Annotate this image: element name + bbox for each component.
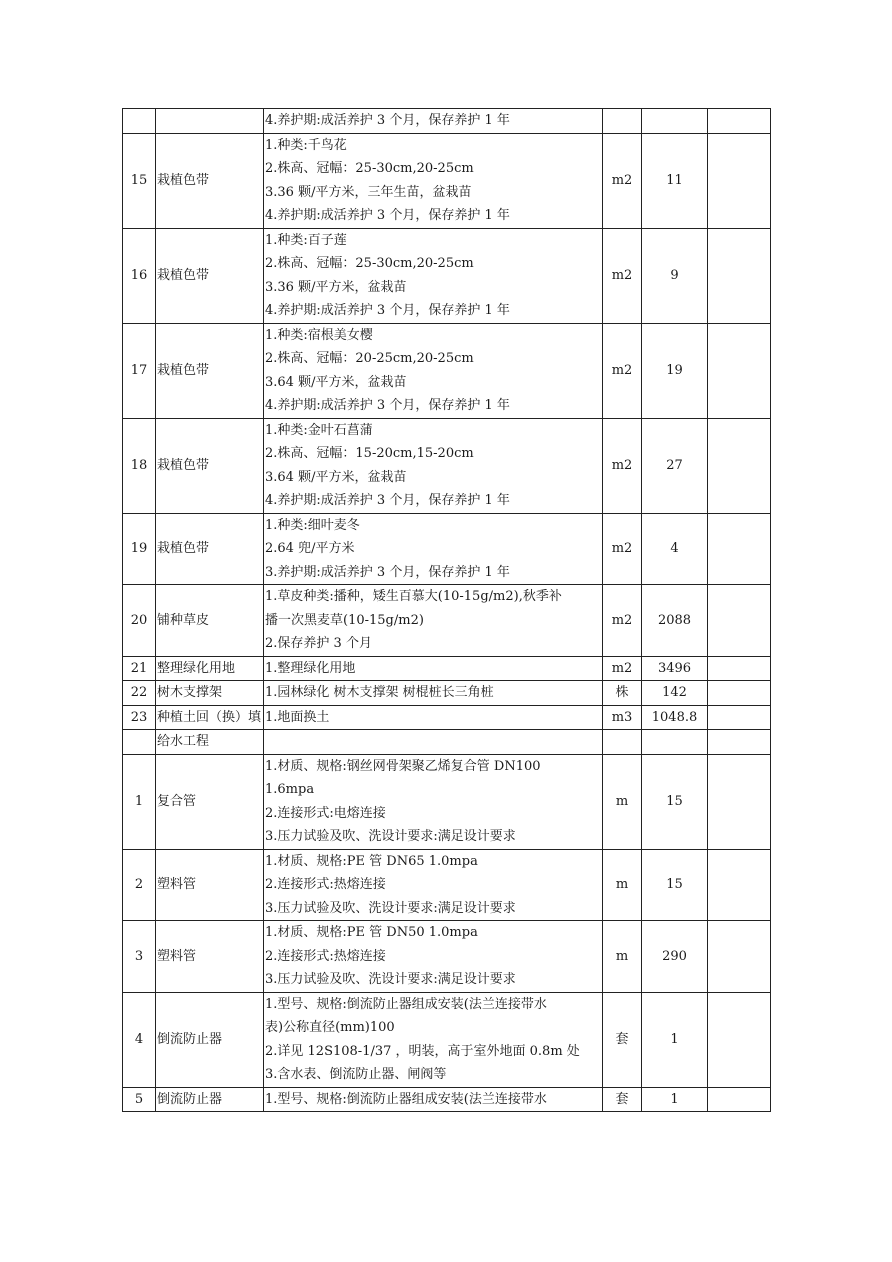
unit-cell: 套 [603, 992, 642, 1087]
quantity-cell: 19 [642, 323, 708, 418]
description-line: 3.含水表、倒流防止器、闸阀等 [265, 1067, 447, 1082]
feature-description-cell [264, 323, 603, 418]
description-line: 1.种类:宿根美女樱 [265, 327, 373, 343]
description-line: 2.连接形式:热熔连接 [265, 877, 386, 892]
bill-of-quantities-table [122, 108, 771, 1112]
feature-description-cell [264, 992, 603, 1087]
description-line: 3.养护期:成活养护 3 个月，保存养护 1 年 [265, 564, 510, 580]
feature-description-cell [264, 418, 603, 513]
row-number-cell: 19 [123, 513, 156, 585]
table-body [123, 109, 771, 1112]
description-line: 1.整理绿化用地 [265, 660, 356, 676]
quantity-cell [642, 109, 708, 134]
row-number-cell: 16 [123, 228, 156, 323]
unit-cell: m3 [603, 705, 642, 730]
description-line: 1.6mpa [265, 782, 315, 797]
row-number-cell: 3 [123, 921, 156, 993]
unit-cell: m2 [603, 133, 642, 228]
remark-cell [708, 1087, 771, 1112]
quantity-cell: 2088 [642, 585, 708, 657]
unit-cell: m2 [603, 513, 642, 585]
description-line: 4.养护期:成活养护 3 个月，保存养护 1 年 [265, 493, 510, 508]
unit-cell [603, 730, 642, 755]
unit-cell: m [603, 849, 642, 921]
row-number-cell: 23 [123, 705, 156, 730]
remark-cell [708, 849, 771, 921]
description-line: 1.园林绿化 树木支撑架 树棍桩长三角桩 [265, 685, 494, 700]
row-number-cell: 1 [123, 754, 156, 849]
description-line: 2.64 兜/平方米 [265, 541, 355, 556]
row-number-cell: 18 [123, 418, 156, 513]
table-row [123, 323, 771, 418]
unit-cell: 株 [603, 681, 642, 706]
row-number-cell [123, 109, 156, 134]
remark-cell [708, 228, 771, 323]
item-name-cell: 栽植色带 [156, 513, 264, 585]
row-number-cell: 17 [123, 323, 156, 418]
remark-cell [708, 681, 771, 706]
table-row [123, 730, 771, 755]
item-name-cell: 给水工程 [156, 730, 264, 755]
description-line: 1.材质、规格:PE 管 DN65 1.0mpa [265, 853, 478, 869]
feature-description-cell [264, 133, 603, 228]
feature-description-cell [264, 754, 603, 849]
remark-cell [708, 323, 771, 418]
item-name-cell: 复合管 [156, 754, 264, 849]
remark-cell [708, 656, 771, 681]
table-row [123, 992, 771, 1087]
description-line: 2.详见 12S108-1/37 ，明装，高于室外地面 0.8m 处 [265, 1043, 580, 1059]
unit-cell: 套 [603, 1087, 642, 1112]
feature-description-cell [264, 109, 603, 134]
description-line: 2.连接形式:热熔连接 [265, 948, 386, 964]
row-number-cell: 20 [123, 585, 156, 657]
table-row [123, 705, 771, 730]
table-row [123, 1087, 771, 1112]
description-line: 1.草皮种类:播种，矮生百慕大(10-15g/m2),秋季补 [265, 589, 562, 604]
feature-description-cell [264, 681, 603, 706]
item-name-cell: 倒流防止器 [156, 1087, 264, 1112]
unit-cell: m2 [603, 418, 642, 513]
unit-cell: m2 [603, 323, 642, 418]
feature-description-cell [264, 585, 603, 657]
row-number-cell: 15 [123, 133, 156, 228]
table-row [123, 656, 771, 681]
description-line: 2.株高、冠幅：20-25cm,20-25cm [265, 351, 474, 366]
quantity-cell: 1048.8 [642, 705, 708, 730]
feature-description-cell [264, 656, 603, 681]
feature-description-cell [264, 1087, 603, 1112]
description-line: 1.种类:千鸟花 [265, 137, 347, 153]
table-row [123, 133, 771, 228]
item-name-cell: 栽植色带 [156, 228, 264, 323]
quantity-cell: 15 [642, 754, 708, 849]
remark-cell [708, 992, 771, 1087]
feature-description-cell [264, 921, 603, 993]
row-number-cell: 4 [123, 992, 156, 1087]
item-name-cell: 塑料管 [156, 921, 264, 993]
unit-cell [603, 109, 642, 134]
description-line: 3.64 颗/平方米，盆栽苗 [265, 374, 407, 390]
item-name-cell [156, 109, 264, 134]
feature-description-cell [264, 513, 603, 585]
remark-cell [708, 133, 771, 228]
description-line: 2.保存养护 3 个月 [265, 636, 372, 651]
description-line: 3.压力试验及吹、洗设计要求:满足设计要求 [265, 900, 516, 916]
description-line: 1.材质、规格:钢丝网骨架聚乙烯复合管 DN100 [265, 758, 541, 774]
row-number-cell: 21 [123, 656, 156, 681]
remark-cell [708, 705, 771, 730]
description-line: 3.压力试验及吹、洗设计要求:满足设计要求 [265, 829, 516, 844]
description-line: 4.养护期:成活养护 3 个月，保存养护 1 年 [265, 303, 510, 318]
item-name-cell: 倒流防止器 [156, 992, 264, 1087]
quantity-cell: 3496 [642, 656, 708, 681]
unit-cell: m2 [603, 228, 642, 323]
table-row [123, 228, 771, 323]
remark-cell [708, 513, 771, 585]
unit-cell: m [603, 754, 642, 849]
remark-cell [708, 585, 771, 657]
table-row [123, 681, 771, 706]
table-row [123, 418, 771, 513]
table-row [123, 921, 771, 993]
unit-cell: m [603, 921, 642, 993]
item-name-cell: 树木支撑架 [156, 681, 264, 706]
unit-cell: m2 [603, 585, 642, 657]
item-name-cell: 栽植色带 [156, 133, 264, 228]
table-row [123, 109, 771, 134]
quantity-cell: 142 [642, 681, 708, 706]
description-line: 3.压力试验及吹、洗设计要求:满足设计要求 [265, 972, 516, 987]
quantity-cell: 9 [642, 228, 708, 323]
row-number-cell: 2 [123, 849, 156, 921]
remark-cell [708, 754, 771, 849]
row-number-cell: 5 [123, 1087, 156, 1112]
item-name-cell: 栽植色带 [156, 323, 264, 418]
feature-description-cell [264, 849, 603, 921]
table-row [123, 585, 771, 657]
table-row [123, 849, 771, 921]
description-line: 2.株高、冠幅：25-30cm,20-25cm [265, 256, 474, 271]
description-line: 1.种类:细叶麦冬 [265, 517, 360, 533]
description-line: 1.地面换土 [265, 709, 330, 725]
description-line [265, 730, 601, 754]
row-number-cell [123, 730, 156, 755]
quantity-cell: 290 [642, 921, 708, 993]
quantity-cell: 11 [642, 133, 708, 228]
unit-cell: m2 [603, 656, 642, 681]
quantity-cell: 1 [642, 992, 708, 1087]
description-line: 3.36 颗/平方米，三年生苗，盆栽苗 [265, 184, 472, 200]
quantity-cell: 4 [642, 513, 708, 585]
table-row [123, 513, 771, 585]
item-name-cell: 整理绿化用地 [156, 656, 264, 681]
remark-cell [708, 921, 771, 993]
description-line: 3.36 颗/平方米，盆栽苗 [265, 279, 407, 295]
feature-description-cell [264, 228, 603, 323]
table-row [123, 754, 771, 849]
remark-cell [708, 109, 771, 134]
row-number-cell: 22 [123, 681, 156, 706]
remark-cell [708, 730, 771, 755]
quantity-cell: 27 [642, 418, 708, 513]
description-line: 播一次黑麦草(10-15g/m2) [265, 612, 424, 628]
description-line: 2.连接形式:电熔连接 [265, 805, 386, 821]
description-line: 3.64 颗/平方米，盆栽苗 [265, 469, 407, 485]
remark-cell [708, 418, 771, 513]
feature-description-cell [264, 730, 603, 755]
description-line: 1.种类:百子莲 [265, 232, 347, 248]
description-line: 4.养护期:成活养护 3 个月，保存养护 1 年 [265, 398, 510, 413]
description-line: 1.种类:金叶石菖蒲 [265, 422, 373, 438]
description-line: 1.型号、规格:倒流防止器组成安装(法兰连接带水 [265, 1091, 547, 1107]
item-name-cell: 种植土回（换）填 [156, 705, 264, 730]
description-line: 2.株高、冠幅：15-20cm,15-20cm [265, 446, 474, 461]
description-line: 1.型号、规格:倒流防止器组成安装(法兰连接带水 [265, 996, 547, 1012]
item-name-cell: 铺种草皮 [156, 585, 264, 657]
quantity-cell: 15 [642, 849, 708, 921]
description-line: 2.株高、冠幅：25-30cm,20-25cm [265, 161, 474, 176]
description-line: 1.材质、规格:PE 管 DN50 1.0mpa [265, 925, 478, 940]
description-line: 4.养护期:成活养护 3 个月，保存养护 1 年 [265, 113, 510, 128]
item-name-cell: 栽植色带 [156, 418, 264, 513]
feature-description-cell [264, 705, 603, 730]
description-line: 4.养护期:成活养护 3 个月，保存养护 1 年 [265, 208, 510, 223]
quantity-cell: 1 [642, 1087, 708, 1112]
item-name-cell: 塑料管 [156, 849, 264, 921]
description-line: 表)公称直径(mm)100 [265, 1020, 395, 1035]
quantity-cell [642, 730, 708, 755]
